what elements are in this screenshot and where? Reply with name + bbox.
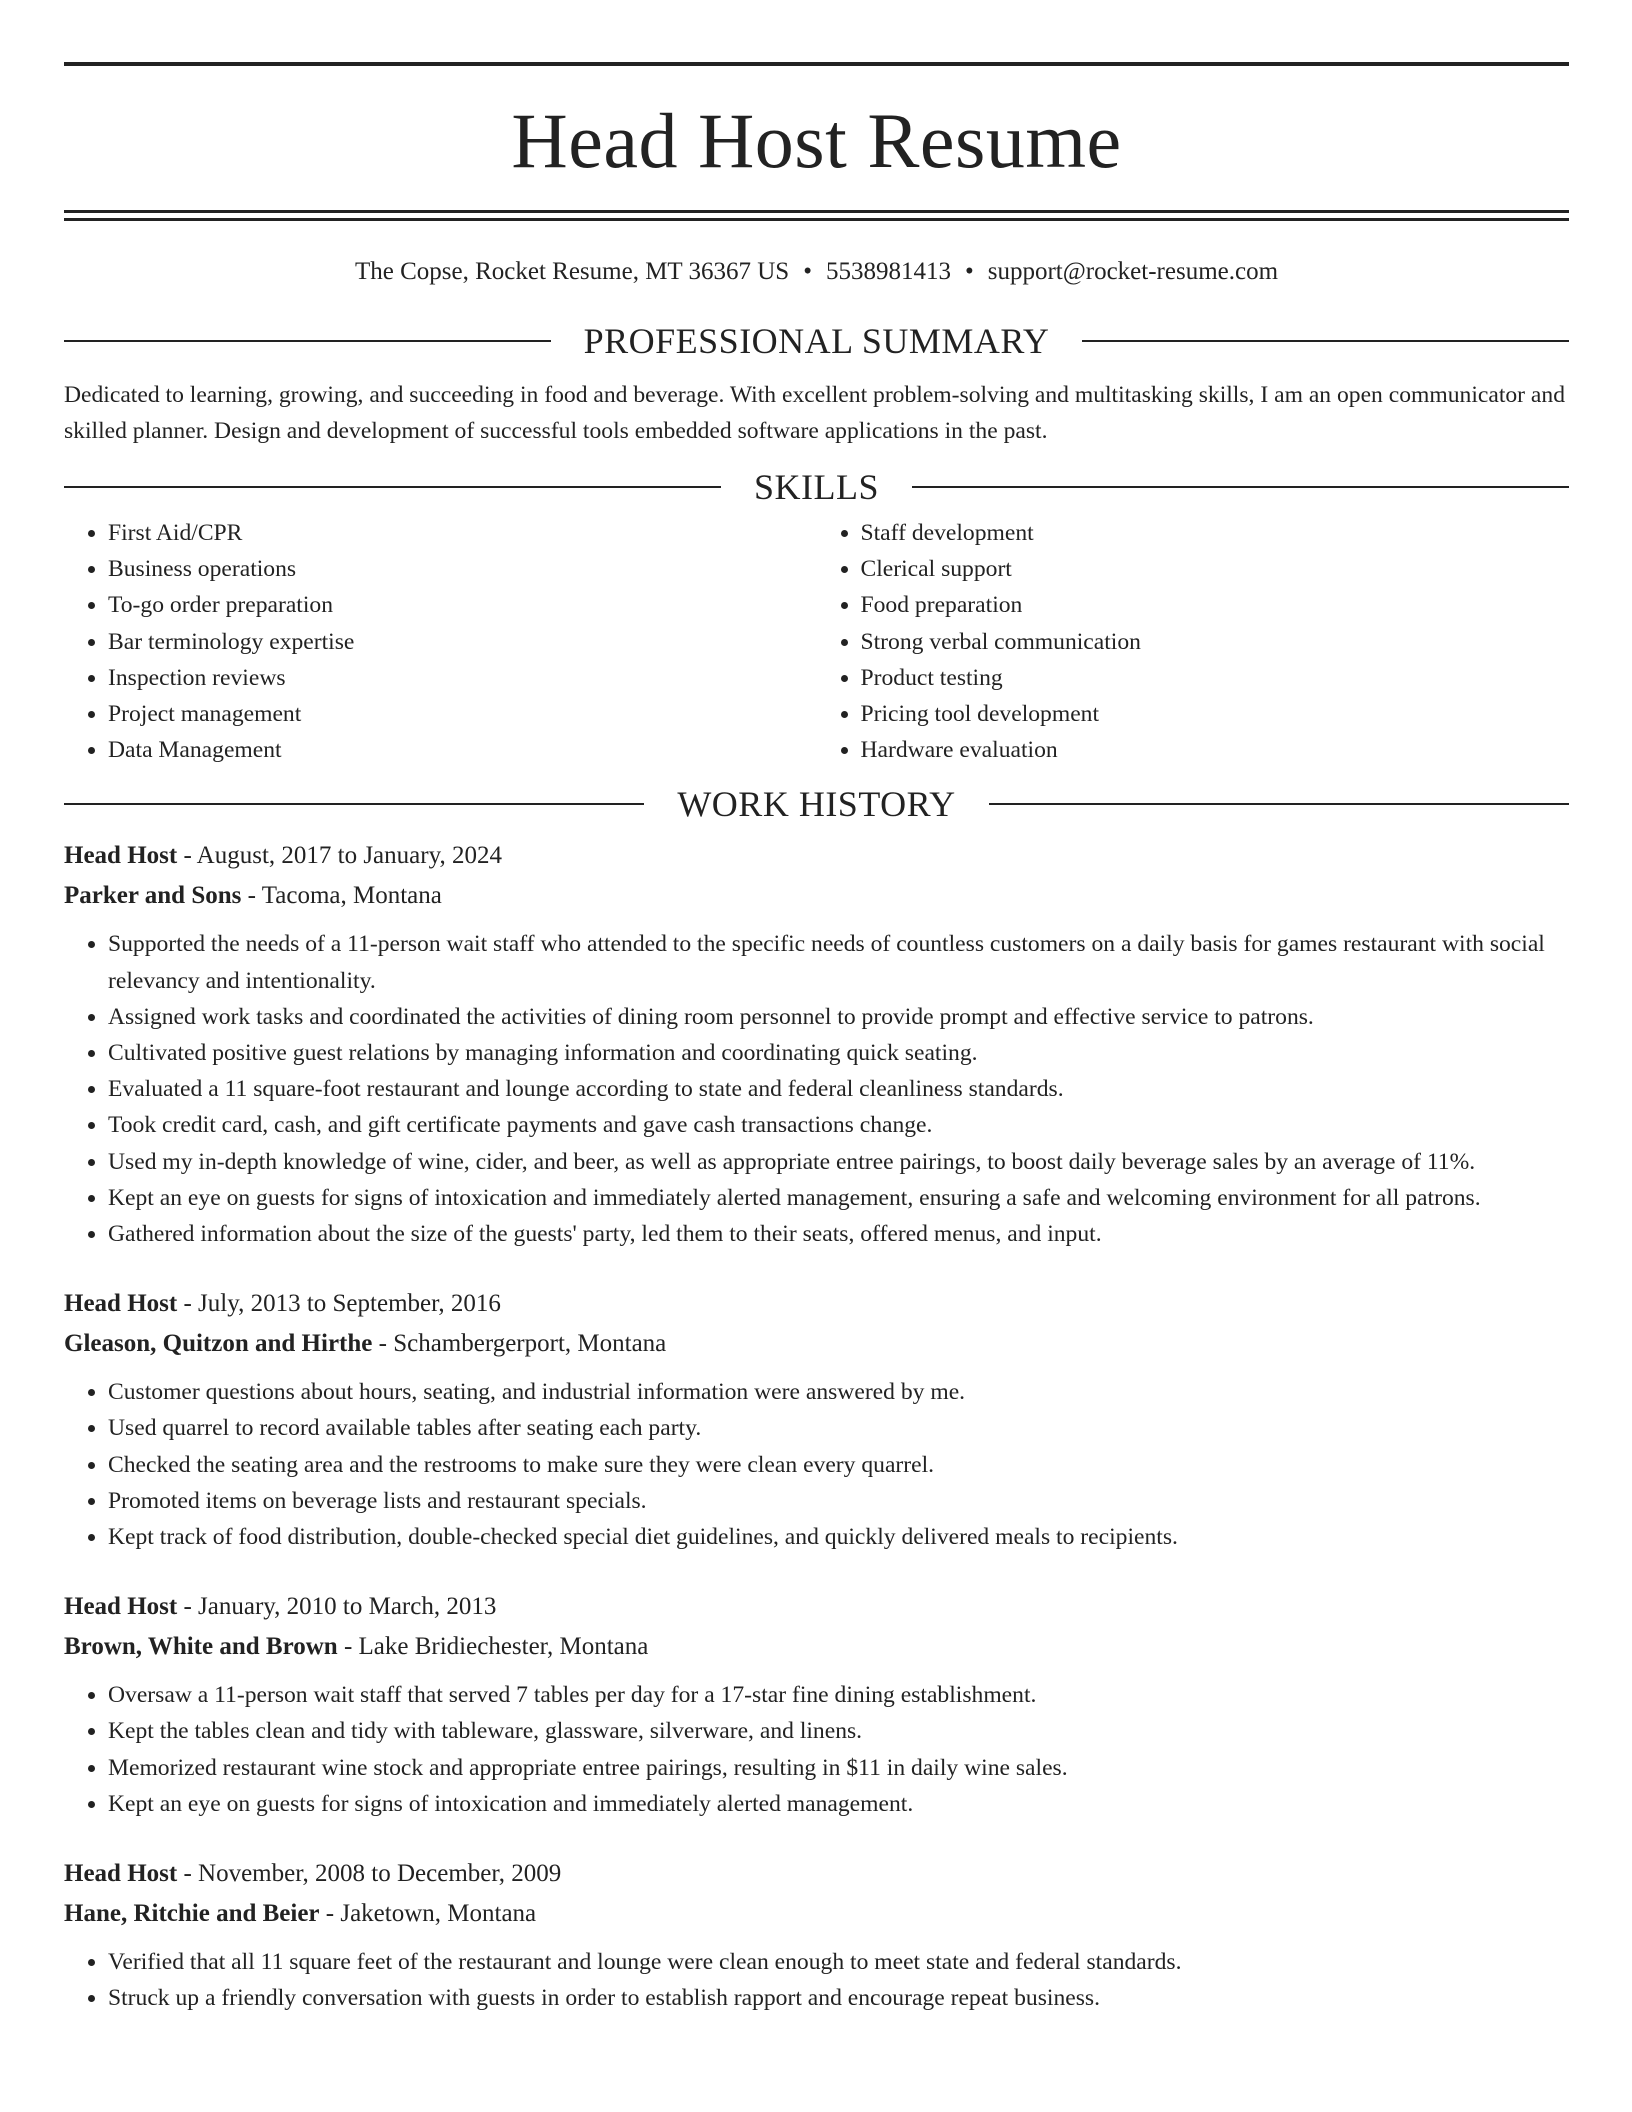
job-title: Head Host (64, 842, 178, 870)
job-bullets (64, 1944, 1569, 2016)
contact-address: The Copse, Rocket Resume, MT 36367 US (354, 258, 790, 285)
contact-email: support@rocket-resume.com (987, 258, 1279, 285)
job-bullet: • Kept an eye on guests for signs of intoxication and immediately alerted management. (108, 1786, 1569, 1822)
skill-item: • Inspection reviews (108, 660, 817, 696)
heading-rule (64, 803, 644, 805)
skill-item: • First Aid/CPR (108, 515, 817, 551)
job-company: Parker and Sons (64, 882, 242, 910)
summary-text: Dedicated to learning, growing, and succeeding in food and beverage. With excellent problem-solving and multitasking skills, I am an open communicator and skilled planner. Design and development of successful tools embedded software applications in the past. (64, 382, 1565, 444)
job-bullet: • Kept track of food distribution, double-checked special diet guidelines, and quickly delivered meals to recipients. (108, 1519, 1569, 1555)
job-bullet: • Customer questions about hours, seating, and industrial information were answered by me. (108, 1374, 1569, 1410)
skill-item: • To-go order preparation (108, 587, 817, 623)
heading-rule (64, 340, 551, 342)
job-dates: November, 2008 to December, 2009 (198, 1860, 562, 1888)
job-dates: July, 2013 to September, 2016 (198, 1290, 501, 1318)
job-bullet: • Memorized restaurant wine stock and appropriate entree pairings, resulting in $11 in daily wine sales. (108, 1750, 1569, 1786)
job-bullet: • Cultivated positive guest relations by managing information and coordinating quick seating. (108, 1035, 1569, 1071)
job-title: Head Host (64, 1290, 178, 1318)
job-company: Brown, White and Brown (64, 1633, 338, 1661)
page-title: Head Host Resume (511, 97, 1122, 184)
skills-column-left (64, 515, 817, 768)
job-bullet: • Assigned work tasks and coordinated the activities of dining room personnel to provide prompt and effective service to patrons. (108, 999, 1569, 1035)
contact-line (64, 257, 1569, 287)
job-entry (64, 1854, 1569, 2016)
heading-rule (989, 803, 1569, 805)
job-dates: January, 2010 to March, 2013 (198, 1593, 497, 1621)
skills-heading (64, 469, 1569, 505)
work-history-list (64, 836, 1569, 2016)
heading-rule (1082, 340, 1569, 342)
work-heading-label: WORK HISTORY (677, 784, 956, 825)
heading-rule (64, 486, 721, 488)
top-rule (64, 62, 1569, 66)
job-company: Gleason, Quitzon and Hirthe (64, 1330, 373, 1358)
contact-separator: • (803, 258, 812, 285)
job-location: Tacoma, Montana (261, 882, 442, 910)
job-bullet: • Struck up a friendly conversation with guests in order to establish rapport and encourage repeat business. (108, 1980, 1569, 2016)
job-title-line: Head Host - January, 2010 to March, 2013 (64, 1593, 497, 1621)
job-bullet: • Supported the needs of a 11-person wait staff who attended to the specific needs of countless customers on a daily basis for games restaurant with social relevancy and intentionality. (108, 926, 1569, 998)
job-company-line: Brown, White and Brown - Lake Bridiechester, Montana (64, 1633, 649, 1661)
skill-item: • Strong verbal communication (861, 624, 1570, 660)
job-company: Hane, Ritchie and Beier (64, 1900, 320, 1928)
job-bullet: • Kept an eye on guests for signs of intoxication and immediately alerted management, ensuring a safe and welcoming environment for all patrons. (108, 1180, 1569, 1216)
skill-item: • Bar terminology expertise (108, 624, 817, 660)
work-heading (64, 784, 1569, 825)
job-bullet: • Evaluated a 11 square-foot restaurant and lounge according to state and federal cleanliness standards. (108, 1071, 1569, 1107)
contact-phone: 5538981413 (825, 258, 951, 285)
job-title-line: Head Host - August, 2017 to January, 2024 (64, 842, 502, 870)
job-title: Head Host (64, 1860, 178, 1888)
job-title-line: Head Host - July, 2013 to September, 2016 (64, 1290, 501, 1318)
summary-heading-label: PROFESSIONAL SUMMARY (583, 321, 1050, 361)
skill-item: • Clerical support (861, 551, 1570, 587)
job-title: Head Host (64, 1593, 178, 1621)
title-double-rule (64, 210, 1569, 221)
skills-list (64, 515, 1569, 768)
job-company-line: Gleason, Quitzon and Hirthe - Schambergerport, Montana (64, 1330, 667, 1358)
skill-item: • Pricing tool development (861, 696, 1570, 732)
job-bullet: • Kept the tables clean and tidy with tableware, glassware, silverware, and linens. (108, 1713, 1569, 1749)
job-bullets (64, 1374, 1569, 1555)
job-bullets (64, 1677, 1569, 1822)
job-entry (64, 1284, 1569, 1555)
summary-heading (64, 323, 1569, 359)
job-bullet: • Gathered information about the size of the guests' party, led them to their seats, offered menus, and input. (108, 1216, 1569, 1252)
skill-item: • Data Management (108, 732, 817, 768)
skill-item: • Food preparation (861, 587, 1570, 623)
skill-item: • Hardware evaluation (861, 732, 1570, 768)
skill-item: • Project management (108, 696, 817, 732)
skill-item: • Business operations (108, 551, 817, 587)
job-company-line: Parker and Sons - Tacoma, Montana (64, 882, 442, 910)
skills-column-right (817, 515, 1570, 768)
job-entry (64, 836, 1569, 1252)
contact-separator: • (964, 258, 974, 285)
job-title-line: Head Host - November, 2008 to December, 2009 (64, 1860, 562, 1888)
job-bullet: • Took credit card, cash, and gift certificate payments and gave cash transactions change. (108, 1107, 1569, 1143)
job-bullet: • Used quarrel to record available tables after seating each party. (108, 1410, 1569, 1446)
job-bullet: • Used my in-depth knowledge of wine, cider, and beer, as well as appropriate entree pairings, to boost daily beverage sales by an average of 11%. (108, 1144, 1569, 1180)
job-company-line: Hane, Ritchie and Beier - Jaketown, Montana (64, 1900, 537, 1928)
job-entry (64, 1587, 1569, 1822)
job-bullet: • Checked the seating area and the restrooms to make sure they were clean every quarrel. (108, 1447, 1569, 1483)
job-dates: August, 2017 to January, 2024 (196, 842, 502, 870)
skill-item: • Product testing (861, 660, 1570, 696)
job-bullet: • Oversaw a 11-person wait staff that served 7 tables per day for a 17-star fine dining establishment. (108, 1677, 1569, 1713)
job-bullet: • Promoted items on beverage lists and restaurant specials. (108, 1483, 1569, 1519)
job-location: Lake Bridiechester, Montana (358, 1633, 649, 1661)
skill-item: • Staff development (861, 515, 1570, 551)
job-location: Schambergerport, Montana (393, 1330, 667, 1358)
job-bullet: • Verified that all 11 square feet of the restaurant and lounge were clean enough to meet state and federal standards. (108, 1944, 1569, 1980)
job-location: Jaketown, Montana (340, 1900, 537, 1928)
job-bullets (64, 926, 1569, 1252)
heading-rule (912, 486, 1569, 488)
skills-heading-label: SKILLS (754, 467, 880, 507)
